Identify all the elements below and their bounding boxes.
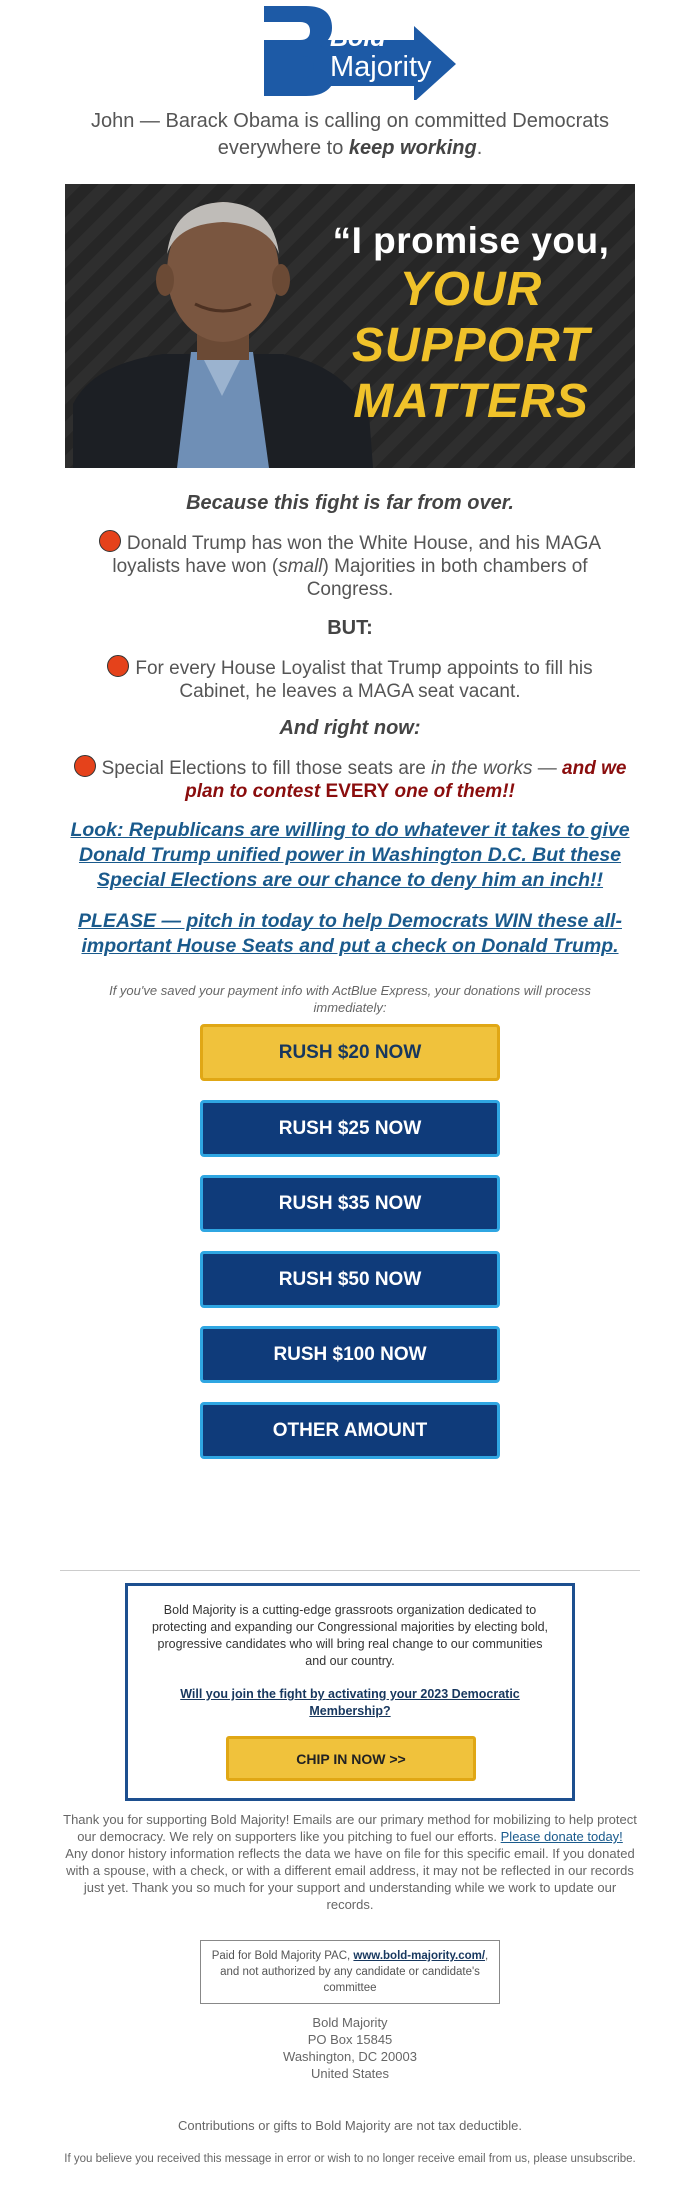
- portrait-photo: [73, 184, 373, 468]
- rush-50-button[interactable]: RUSH $50 NOW: [200, 1251, 500, 1308]
- donate-today-link[interactable]: Please donate today!: [500, 1829, 623, 1844]
- other-amount-button[interactable]: OTHER AMOUNT: [200, 1402, 500, 1459]
- quote-line3: SUPPORT: [351, 319, 591, 372]
- quote-line4: MATTERS: [353, 375, 589, 428]
- logo-line2: Majority: [330, 51, 432, 83]
- bold-majority-logo[interactable]: [244, 4, 456, 100]
- heading-but: BUT:: [327, 617, 373, 639]
- mailing-address: Bold Majority PO Box 15845 Washington, DC 20003 United States: [283, 2015, 417, 2081]
- divider: [60, 1570, 640, 1571]
- chip-in-now-button[interactable]: CHIP IN NOW >>: [226, 1736, 476, 1781]
- hero-quote: [331, 220, 611, 430]
- paragraph-trump-won: Donald Trump has won the White House, and his MAGA loyalists have won (small) Majorities in both chambers of Congress.: [70, 530, 630, 601]
- rush-35-button[interactable]: RUSH $35 NOW: [200, 1175, 500, 1232]
- rush-25-button[interactable]: RUSH $25 NOW: [200, 1100, 500, 1157]
- red-circle-icon: [99, 530, 121, 552]
- paragraph-cabinet: For every House Loyalist that Trump appoints to fill his Cabinet, he leaves a MAGA seat vacant.: [70, 655, 630, 703]
- rush-20-button[interactable]: RUSH $20 NOW: [200, 1024, 500, 1081]
- quote-line2: YOUR: [399, 263, 543, 316]
- membership-text: Bold Majority is a cutting-edge grassroots organization dedicated to protecting and expanding our Congressional majorities by electing bold, progressive candidates who will bring real change to our communities and our country.: [151, 1603, 549, 1668]
- logo-arrow-icon: [244, 4, 456, 100]
- link-republicans[interactable]: Look: Republicans are willing to do whatever it takes to give Donald Trump unified power in Washington D.C. But these Special Elections are our chance to deny him an inch!!: [70, 819, 630, 891]
- membership-link[interactable]: Will you join the fight by activating your 2023 Democratic Membership?: [180, 1687, 520, 1718]
- rush-100-button[interactable]: RUSH $100 NOW: [200, 1326, 500, 1383]
- paid-for-disclaimer: Paid for Bold Majority PAC, www.bold-majority.com/, and not authorized by any candidate or candidate's committee: [200, 1940, 500, 2004]
- intro-text: John — Barack Obama is calling on committed Democrats everywhere to keep working.: [91, 110, 609, 159]
- heading-fight: Because this fight is far from over.: [186, 492, 514, 514]
- tax-disclaimer: Contributions or gifts to Bold Majority are not tax deductible.: [178, 2118, 522, 2133]
- membership-box: [125, 1583, 575, 1801]
- donor-history-text: Any donor history information reflects the data we have on file for this specific email. If you donated with a spouse, with a check, or with a different email address, it may not be reflected in our records just yet. Thank you so much for your support and understanding while we work to update our records.: [65, 1846, 635, 1912]
- heading-right-now: And right now:: [279, 717, 421, 739]
- red-circle-icon: [74, 755, 96, 777]
- red-circle-icon: [107, 655, 129, 677]
- paragraph-special-elections: Special Elections to fill those seats are in the works — and we plan to contest EVERY one of them!!: [70, 755, 630, 803]
- unsubscribe-text[interactable]: If you believe you received this message in error or wish to no longer receive email from us, please unsubscribe.: [64, 2153, 636, 2165]
- intro-emphasis: keep working: [348, 137, 477, 159]
- link-please-pitch-in[interactable]: PLEASE — pitch in today to help Democrats WIN these all-important House Seats and put a check on Donald Trump.: [78, 910, 622, 957]
- thanks-text: Thank you for supporting Bold Majority! Emails are our primary method for mobilizing to help protect our democracy. We rely on supporters like you pitching to fuel our efforts. Please donate today! Any donor history information reflects the data we have on file for this specific email. If you donated with a spouse, with a check, or with a different email address, it may not be reflected in our records just yet. Thank you so much for your support and understanding while we work to update our records.: [63, 1812, 637, 1912]
- hero-banner[interactable]: [65, 184, 635, 468]
- website-link[interactable]: www.bold-majority.com/: [353, 1950, 486, 1962]
- actblue-express-note: If you've saved your payment info with ActBlue Express, your donations will process immediately:: [109, 983, 591, 1015]
- quote-line1: “I promise you,: [332, 220, 610, 261]
- logo-line1: Bold: [330, 24, 386, 52]
